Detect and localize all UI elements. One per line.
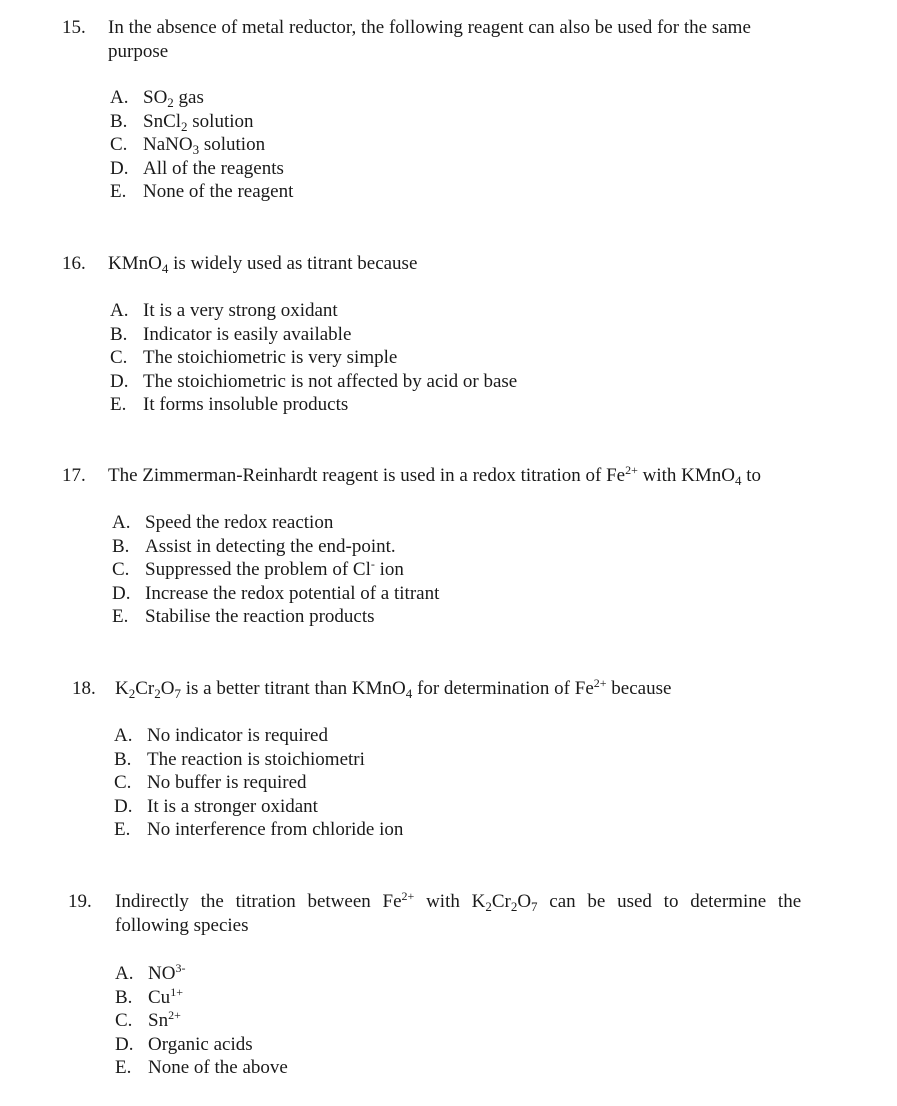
question-text: $K_2Cr_2O_7$ is a better titrant than KMnO$_4$ for determination of $Fe^{2+}$ because [115,676,672,701]
option-a[interactable]: A. No indicator is required [114,725,328,746]
option-b[interactable]: B. Assist in detecting the end-point. [112,535,396,557]
options-list [112,511,439,629]
option-a[interactable]: A. $SO_2$ gas [110,87,204,110]
question-text: In the absence of metal reductor, the following reagent can also be used for the same purpose [108,17,751,62]
question-text: KMnO$_4$ is widely used as titrant because [108,253,418,276]
option-d[interactable]: D. All of the reagents [110,157,284,179]
options-list [110,299,517,417]
option-e[interactable]: E. None of the reagent [110,181,294,202]
option-a[interactable]: A. Speed the redox reaction [112,512,334,533]
options-list [115,962,288,1080]
option-e[interactable]: E. No interference from chloride ion [114,819,404,840]
option-d[interactable]: D. The stoichiometric is not affected by acid or base [110,370,518,392]
question-number: 16. [62,253,86,274]
option-b[interactable]: B. $Cu^{1+}$ [115,984,183,1008]
question-number: 19. [68,891,92,912]
option-c[interactable]: C. Suppressed the problem of Cl- ion [112,557,404,580]
option-e[interactable]: E. Stabilise the reaction products [112,606,375,627]
option-e[interactable]: E. None of the above [115,1057,288,1078]
option-d[interactable]: D. Increase the redox potential of a titrant [112,582,440,604]
option-c[interactable]: C. $Sn^{2+}$ [115,1008,181,1031]
question-number: 15. [62,17,86,38]
option-c[interactable]: C. The stoichiometric is very simple [110,347,398,368]
question-number: 18. [72,678,96,699]
option-a[interactable]: A. $NO^{3-}$ [115,961,186,984]
question-text: Indirectly the titration between $Fe^{2+}$ with $K_2Cr_2O_7$ can be used to determine the following species [115,889,802,936]
option-b[interactable]: B. SnCl$_2$ solution [110,110,254,134]
options-list [114,724,403,842]
question-text: The Zimmerman-Reinhardt reagent is used in a redox titration of $Fe^{2+}$ with KMnO$_4$ to [108,463,762,488]
option-d[interactable]: D. Organic acids [115,1033,253,1055]
option-a[interactable]: A. It is a very strong oxidant [110,300,338,321]
question-number: 17. [62,465,86,486]
option-e[interactable]: E. It forms insoluble products [110,394,349,415]
option-b[interactable]: B. Indicator is easily available [110,323,352,345]
options-list [110,86,293,204]
option-c[interactable]: C. NaNO$_3$ solution [110,134,266,157]
option-c[interactable]: C. No buffer is required [114,772,307,793]
option-b[interactable]: B. The reaction is stoichiometri [114,748,365,770]
option-d[interactable]: D. It is a stronger oxidant [114,795,318,817]
